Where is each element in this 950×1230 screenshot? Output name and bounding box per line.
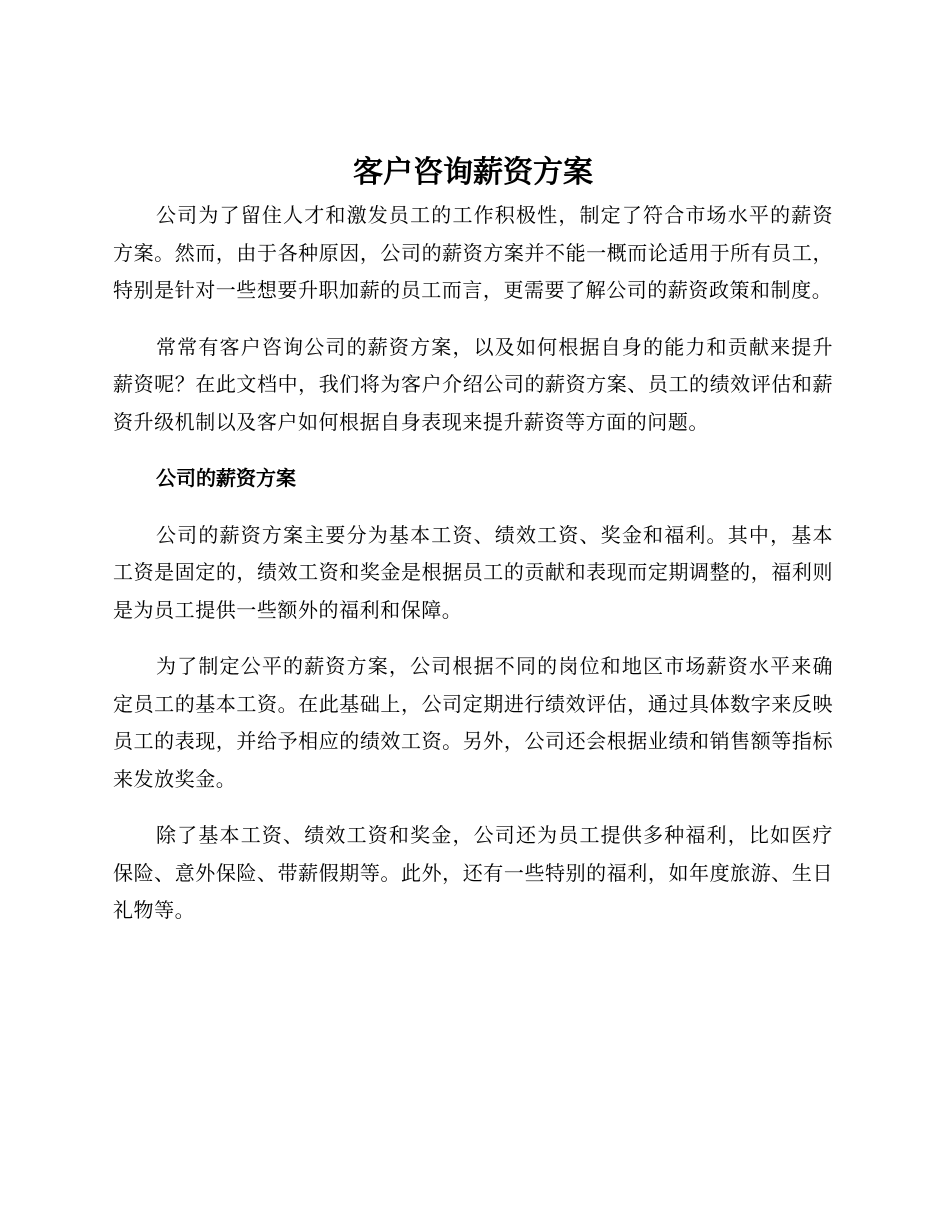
document-body	[113, 149, 833, 949]
section-paragraph: 为了制定公平的薪资方案，公司根据不同的岗位和地区市场薪资水平来确定员工的基本工资。在此基础上，公司定期进行绩效评估，通过具体数字来反映员工的表现，并给予相应的绩效工资。另外，公司还会根据业绩和销售额等指标来发放奖金。	[113, 654, 833, 791]
document-title: 客户咨询薪资方案	[353, 155, 593, 190]
section-paragraph: 公司的薪资方案主要分为基本工资、绩效工资、奖金和福利。其中，基本工资是固定的，绩效工资和奖金是根据员工的贡献和表现而定期调整的，福利则是为员工提供一些额外的福利和保障。	[113, 522, 833, 622]
intro-paragraph: 公司为了留住人才和激发员工的工作积极性，制定了符合市场水平的薪资方案。然而，由于各种原因，公司的薪资方案并不能一概而论适用于所有员工，特别是针对一些想要升职加薪的员工而言，更需要了解公司的薪资政策和制度。	[113, 203, 833, 302]
intro-paragraph: 常常有客户咨询公司的薪资方案，以及如何根据自身的能力和贡献来提升薪资呢？在此文档中，我们将为客户介绍公司的薪资方案、员工的绩效评估和薪资升级机制以及客户如何根据自身表现来提升薪资等方面的问题。	[113, 334, 833, 434]
section-heading: 公司的薪资方案	[156, 466, 296, 490]
section-paragraph: 除了基本工资、绩效工资和奖金，公司还为员工提供多种福利，比如医疗保险、意外保险、带薪假期等。此外，还有一些特别的福利，如年度旅游、生日礼物等。	[113, 823, 833, 922]
